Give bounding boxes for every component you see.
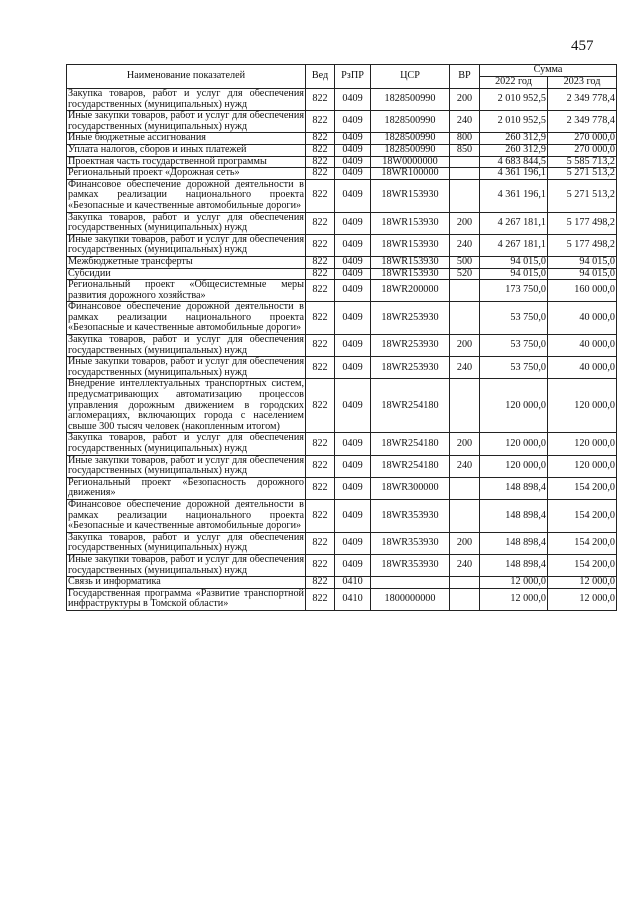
table-row bbox=[67, 499, 617, 532]
cell-vr: 200 bbox=[450, 433, 480, 455]
cell-rzpr: 0409 bbox=[335, 168, 371, 180]
cell-2023: 94 015,0 bbox=[548, 268, 617, 280]
cell-2023: 40 000,0 bbox=[548, 335, 617, 357]
cell-rzpr: 0409 bbox=[335, 357, 371, 379]
cell-csr: 18WR200000 bbox=[371, 280, 450, 302]
cell-2023: 154 200,0 bbox=[548, 554, 617, 576]
cell-rzpr: 0409 bbox=[335, 477, 371, 499]
cell-vr bbox=[450, 179, 480, 212]
cell-ved: 822 bbox=[306, 335, 335, 357]
cell-ved: 822 bbox=[306, 357, 335, 379]
cell-ved: 822 bbox=[306, 256, 335, 268]
cell-2023: 94 015,0 bbox=[548, 256, 617, 268]
cell-csr: 18WR254180 bbox=[371, 455, 450, 477]
cell-2023: 40 000,0 bbox=[548, 302, 617, 335]
cell-ved: 822 bbox=[306, 133, 335, 145]
cell-csr: 18WR153930 bbox=[371, 179, 450, 212]
table-row bbox=[67, 89, 617, 111]
table-row bbox=[67, 532, 617, 554]
header-row bbox=[67, 65, 617, 77]
cell-2023: 5 177 498,2 bbox=[548, 234, 617, 256]
cell-2022: 173 750,0 bbox=[480, 280, 548, 302]
cell-2022: 260 312,9 bbox=[480, 133, 548, 145]
page-number: 457 bbox=[571, 38, 594, 54]
cell-2023: 12 000,0 bbox=[548, 577, 617, 589]
cell-vr bbox=[450, 577, 480, 589]
cell-2022: 94 015,0 bbox=[480, 256, 548, 268]
cell-rzpr: 0409 bbox=[335, 554, 371, 576]
cell-csr: 1828500990 bbox=[371, 133, 450, 145]
cell-ved: 822 bbox=[306, 588, 335, 610]
table-row bbox=[67, 357, 617, 379]
cell-name: Закупка товаров, работ и услуг для обеспечения государственных (муниципальных) нужд bbox=[68, 211, 304, 234]
cell-2022: 4 361 196,1 bbox=[480, 179, 548, 212]
cell-vr: 240 bbox=[450, 111, 480, 133]
header-name: Наименование показателей bbox=[67, 65, 306, 89]
cell-name: Иные бюджетные ассигнования bbox=[67, 133, 306, 145]
table-row bbox=[67, 156, 617, 168]
cell-csr: 18W0000000 bbox=[371, 156, 450, 168]
cell-vr: 500 bbox=[450, 256, 480, 268]
cell-2022: 148 898,4 bbox=[480, 554, 548, 576]
cell-ved: 822 bbox=[306, 179, 335, 212]
cell-2023: 154 200,0 bbox=[548, 477, 617, 499]
cell-rzpr: 0410 bbox=[335, 588, 371, 610]
cell-vr: 200 bbox=[450, 89, 480, 111]
cell-vr bbox=[450, 156, 480, 168]
cell-vr bbox=[450, 379, 480, 433]
table-row bbox=[67, 554, 617, 576]
cell-ved: 822 bbox=[306, 168, 335, 180]
cell-2023: 40 000,0 bbox=[548, 357, 617, 379]
cell-ved: 822 bbox=[306, 268, 335, 280]
cell-vr: 520 bbox=[450, 268, 480, 280]
table-row bbox=[67, 111, 617, 133]
cell-vr bbox=[450, 302, 480, 335]
header-csr: ЦСР bbox=[371, 65, 450, 89]
cell-csr: 18WR254180 bbox=[371, 379, 450, 433]
cell-rzpr: 0409 bbox=[335, 280, 371, 302]
cell-csr: 18WR153930 bbox=[371, 212, 450, 234]
cell-vr: 200 bbox=[450, 335, 480, 357]
cell-ved: 822 bbox=[306, 499, 335, 532]
header-2022: 2022 год bbox=[480, 77, 548, 89]
cell-2022: 4 267 181,1 bbox=[480, 234, 548, 256]
cell-vr: 800 bbox=[450, 133, 480, 145]
cell-rzpr: 0409 bbox=[335, 335, 371, 357]
cell-name: Иные закупки товаров, работ и услуг для обеспечения государственных (муниципальных) нужд bbox=[68, 356, 304, 378]
cell-name: Закупка товаров, работ и услуг для обеспечения государственных (муниципальных) нужд bbox=[68, 88, 304, 110]
cell-name: Закупка товаров, работ и услуг для обеспечения государственных (муниципальных) нужд bbox=[68, 531, 304, 554]
cell-name: Проектная часть государственной программы bbox=[67, 156, 306, 168]
cell-rzpr: 0409 bbox=[335, 133, 371, 145]
cell-rzpr: 0409 bbox=[335, 89, 371, 111]
cell-2023: 270 000,0 bbox=[548, 144, 617, 156]
cell-csr: 18WR100000 bbox=[371, 168, 450, 180]
table-row bbox=[67, 280, 617, 302]
table-row bbox=[67, 168, 617, 180]
cell-name: Региональный проект «Дорожная сеть» bbox=[67, 168, 306, 180]
cell-2022: 120 000,0 bbox=[480, 433, 548, 455]
cell-vr bbox=[450, 280, 480, 302]
cell-csr: 1828500990 bbox=[371, 89, 450, 111]
cell-rzpr: 0409 bbox=[335, 234, 371, 256]
cell-ved: 822 bbox=[306, 111, 335, 133]
cell-2023: 160 000,0 bbox=[548, 280, 617, 302]
cell-rzpr: 0409 bbox=[335, 111, 371, 133]
cell-name: Региональный проект «Общесистемные меры развития дорожного хозяйства» bbox=[68, 279, 304, 301]
table-row bbox=[67, 234, 617, 256]
cell-rzpr: 0409 bbox=[335, 268, 371, 280]
cell-2023: 5 271 513,2 bbox=[548, 179, 617, 212]
cell-2023: 154 200,0 bbox=[548, 499, 617, 532]
cell-rzpr: 0409 bbox=[335, 433, 371, 455]
cell-rzpr: 0409 bbox=[335, 499, 371, 532]
table-row bbox=[67, 212, 617, 234]
table-row bbox=[67, 133, 617, 145]
table-row bbox=[67, 455, 617, 477]
cell-2022: 53 750,0 bbox=[480, 357, 548, 379]
header-sum: Сумма bbox=[480, 65, 617, 77]
table-row bbox=[67, 256, 617, 268]
cell-name: Иные закупки товаров, работ и услуг для обеспечения государственных (муниципальных) нужд bbox=[68, 110, 304, 132]
header-2023: 2023 год bbox=[548, 77, 617, 89]
cell-vr: 200 bbox=[450, 532, 480, 554]
cell-2022: 120 000,0 bbox=[480, 455, 548, 477]
table-row bbox=[67, 577, 617, 589]
cell-name: Межбюджетные трансферты bbox=[67, 256, 306, 268]
cell-csr bbox=[371, 577, 450, 589]
cell-ved: 822 bbox=[306, 477, 335, 499]
cell-csr: 18WR253930 bbox=[371, 357, 450, 379]
cell-csr: 1828500990 bbox=[371, 144, 450, 156]
cell-vr: 240 bbox=[450, 234, 480, 256]
cell-ved: 822 bbox=[306, 280, 335, 302]
cell-2023: 5 585 713,2 bbox=[548, 156, 617, 168]
cell-rzpr: 0409 bbox=[335, 302, 371, 335]
cell-2022: 4 683 844,5 bbox=[480, 156, 548, 168]
table-row bbox=[67, 433, 617, 455]
cell-2022: 148 898,4 bbox=[480, 477, 548, 499]
cell-vr: 240 bbox=[450, 554, 480, 576]
cell-ved: 822 bbox=[306, 212, 335, 234]
cell-csr: 18WR353930 bbox=[371, 499, 450, 532]
cell-2022: 120 000,0 bbox=[480, 379, 548, 433]
cell-2022: 94 015,0 bbox=[480, 268, 548, 280]
cell-ved: 822 bbox=[306, 532, 335, 554]
cell-2022: 2 010 952,5 bbox=[480, 111, 548, 133]
cell-2022: 12 000,0 bbox=[480, 588, 548, 610]
cell-2022: 12 000,0 bbox=[480, 577, 548, 589]
cell-2022: 2 010 952,5 bbox=[480, 89, 548, 111]
cell-csr: 18WR153930 bbox=[371, 256, 450, 268]
cell-2023: 120 000,0 bbox=[548, 455, 617, 477]
cell-csr: 18WR254180 bbox=[371, 433, 450, 455]
cell-csr: 18WR253930 bbox=[371, 302, 450, 335]
cell-csr: 18WR153930 bbox=[371, 268, 450, 280]
cell-vr: 240 bbox=[450, 455, 480, 477]
cell-2023: 154 200,0 bbox=[548, 532, 617, 554]
cell-2023: 12 000,0 bbox=[548, 588, 617, 610]
header-ved: Вед bbox=[306, 65, 335, 89]
cell-name: Уплата налогов, сборов и иных платежей bbox=[67, 144, 306, 156]
cell-2023: 270 000,0 bbox=[548, 133, 617, 145]
cell-csr: 18WR300000 bbox=[371, 477, 450, 499]
cell-name: Региональный проект «Безопасность дорожного движения» bbox=[68, 476, 304, 499]
cell-2023: 2 349 778,4 bbox=[548, 111, 617, 133]
cell-rzpr: 0409 bbox=[335, 532, 371, 554]
cell-rzpr: 0409 bbox=[335, 455, 371, 477]
cell-name: Финансовое обеспечение дорожной деятельности в рамках реализации национального проекта «Безопасные и качественные автомобильные дороги» bbox=[68, 178, 304, 211]
cell-rzpr: 0409 bbox=[335, 156, 371, 168]
cell-rzpr: 0409 bbox=[335, 144, 371, 156]
cell-2023: 5 177 498,2 bbox=[548, 212, 617, 234]
cell-name: Финансовое обеспечение дорожной деятельности в рамках реализации национального проекта «Безопасные и качественные автомобильные дороги» bbox=[68, 498, 304, 532]
cell-2023: 120 000,0 bbox=[548, 379, 617, 433]
cell-2022: 4 361 196,1 bbox=[480, 168, 548, 180]
cell-name: Закупка товаров, работ и услуг для обеспечения государственных (муниципальных) нужд bbox=[68, 334, 304, 356]
cell-csr: 18WR353930 bbox=[371, 532, 450, 554]
cell-rzpr: 0409 bbox=[335, 379, 371, 433]
cell-2023: 5 271 513,2 bbox=[548, 168, 617, 180]
table-row bbox=[67, 302, 617, 335]
cell-rzpr: 0409 bbox=[335, 179, 371, 212]
cell-2022: 260 312,9 bbox=[480, 144, 548, 156]
table-row bbox=[67, 268, 617, 280]
cell-csr: 18WR353930 bbox=[371, 554, 450, 576]
cell-rzpr: 0409 bbox=[335, 212, 371, 234]
cell-vr: 200 bbox=[450, 212, 480, 234]
table-row bbox=[67, 179, 617, 212]
cell-ved: 822 bbox=[306, 302, 335, 335]
cell-vr: 850 bbox=[450, 144, 480, 156]
cell-2022: 148 898,4 bbox=[480, 499, 548, 532]
table-row bbox=[67, 335, 617, 357]
cell-csr: 18WR253930 bbox=[371, 335, 450, 357]
cell-ved: 822 bbox=[306, 144, 335, 156]
cell-2022: 148 898,4 bbox=[480, 532, 548, 554]
cell-name: Иные закупки товаров, работ и услуг для обеспечения государственных (муниципальных) нужд bbox=[68, 454, 304, 477]
table-row bbox=[67, 477, 617, 499]
cell-name: Иные закупки товаров, работ и услуг для обеспечения государственных (муниципальных) нужд bbox=[68, 233, 304, 256]
cell-vr bbox=[450, 168, 480, 180]
cell-ved: 822 bbox=[306, 577, 335, 589]
cell-rzpr: 0409 bbox=[335, 256, 371, 268]
budget-table bbox=[66, 64, 617, 611]
cell-2023: 120 000,0 bbox=[548, 433, 617, 455]
cell-ved: 822 bbox=[306, 379, 335, 433]
table-row bbox=[67, 144, 617, 156]
cell-ved: 822 bbox=[306, 156, 335, 168]
cell-ved: 822 bbox=[306, 234, 335, 256]
cell-name: Внедрение интеллектуальных транспортных систем, предусматривающих автоматизацию процессов управления дорожным движением в городских агломерациях, включающих города с населением свыше 300 тысяч человек (накопленным итогом) bbox=[68, 378, 304, 432]
cell-csr: 18WR153930 bbox=[371, 234, 450, 256]
cell-vr bbox=[450, 477, 480, 499]
cell-ved: 822 bbox=[306, 433, 335, 455]
cell-2022: 53 750,0 bbox=[480, 302, 548, 335]
cell-vr bbox=[450, 588, 480, 610]
cell-rzpr: 0410 bbox=[335, 577, 371, 589]
cell-vr: 240 bbox=[450, 357, 480, 379]
cell-2022: 4 267 181,1 bbox=[480, 212, 548, 234]
cell-2023: 2 349 778,4 bbox=[548, 89, 617, 111]
cell-csr: 1828500990 bbox=[371, 111, 450, 133]
header-vr: ВР bbox=[450, 65, 480, 89]
header-rzpr: РзПР bbox=[335, 65, 371, 89]
cell-name: Субсидии bbox=[67, 268, 306, 280]
cell-vr bbox=[450, 499, 480, 532]
cell-ved: 822 bbox=[306, 554, 335, 576]
cell-csr: 1800000000 bbox=[371, 588, 450, 610]
table-body bbox=[67, 89, 617, 611]
cell-2022: 53 750,0 bbox=[480, 335, 548, 357]
cell-name: Государственная программа «Развитие транспортной инфраструктуры в Томской области» bbox=[68, 587, 304, 610]
cell-name: Финансовое обеспечение дорожной деятельности в рамках реализации национального проекта «Безопасные и качественные автомобильные дороги» bbox=[68, 301, 304, 334]
cell-ved: 822 bbox=[306, 89, 335, 111]
table-row bbox=[67, 379, 617, 433]
cell-name: Иные закупки товаров, работ и услуг для обеспечения государственных (муниципальных) нужд bbox=[68, 553, 304, 576]
cell-ved: 822 bbox=[306, 455, 335, 477]
table-row bbox=[67, 588, 617, 610]
cell-name: Связь и информатика bbox=[67, 577, 306, 589]
cell-name: Закупка товаров, работ и услуг для обеспечения государственных (муниципальных) нужд bbox=[68, 432, 304, 454]
